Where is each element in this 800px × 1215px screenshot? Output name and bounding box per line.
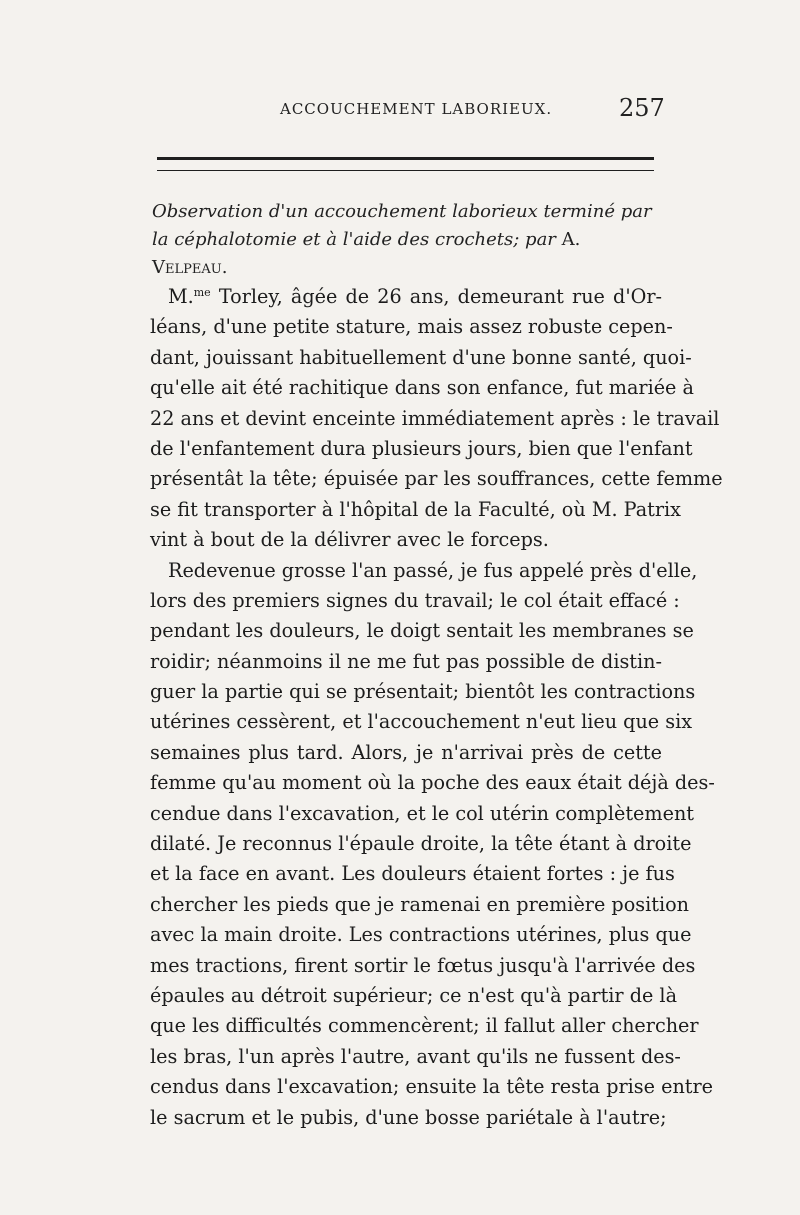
body-line: dant, jouissant habituellement d'une bonne santé, quoi- [150,345,692,369]
body-line: 22 ans et devint enceinte immédiatement après : le travail [150,406,720,430]
article-heading [152,198,658,282]
body-line: guer la partie qui se présentait; bientôt les contractions [150,680,696,704]
body-line: le sacrum et le pubis, d'une bosse pariétale à l'autre; [150,1105,667,1129]
salutation: M. [168,285,194,308]
body-line: pendant les douleurs, le doigt sentait les membranes se [150,619,694,643]
body-line: et la face en avant. Les douleurs étaient fortes : je fus [150,862,675,886]
body-line: les bras, l'un après l'autre, avant qu'ils ne fussent des- [150,1044,681,1068]
body-line: mes tractions, firent sortir le fœtus jusqu'à l'arrivée des [150,953,696,977]
body-line: qu'elle ait été rachitique dans son enfance, fut mariée à [150,376,694,400]
body-line: léans, d'une petite stature, mais assez robuste cepen- [150,315,673,339]
body-line: chercher les pieds que je ramenai en première position [150,892,690,916]
body-line: cendus dans l'excavation; ensuite la tête resta prise entre [150,1075,714,1099]
body-line: présentât la tête; épuisée par les souffrances, cette femme [150,467,723,491]
body-line: semaines plus tard. Alors, je n'arrivai près de cette [150,740,662,764]
body-line [150,282,662,312]
body-line: avec la main droite. Les contractions utérines, plus que [150,923,692,947]
body-line: se fit transporter à l'hôpital de la Faculté, où M. Patrix [150,497,681,521]
header-rule-thin [157,170,654,171]
body-line: lors des premiers signes du travail; le col était effacé : [150,588,680,612]
body-line: femme qu'au moment où la poche des eaux était déjà des- [150,771,715,795]
body-line: de l'enfantement dura plusieurs jours, bien que l'enfant [150,436,693,460]
page-number: 257 [619,94,665,122]
salutation-superscript: me [193,286,211,299]
article-author: A. Velpeau. [152,229,581,278]
header-rule-thick [157,157,654,160]
body-line: Redevenue grosse l'an passé, je fus appelé près d'elle, [168,558,698,582]
running-title: ACCOUCHEMENT LABORIEUX. [280,100,553,118]
body-line: roidir; néanmoins il ne me fut pas possible de distin- [150,649,662,673]
body-line: dilaté. Je reconnus l'épaule droite, la tête étant à droite [150,832,692,856]
article-body [150,282,723,1133]
body-line: vint à bout de la délivrer avec le forceps. [150,528,549,552]
first-line-text: Torley, âgée de 26 ans, demeurant rue d'Or- [210,285,662,308]
body-line: que les difficultés commencèrent; il fallut aller chercher [150,1014,699,1038]
body-line: utérines cessèrent, et l'accouchement n'eut lieu que six [150,710,693,734]
body-line: épaules au détroit supérieur; ce n'est qu'à partir de là [150,983,678,1007]
article-title: Observation d'un accouchement laborieux terminé par la céphalotomie et à l'aide des crochets; par [152,201,652,250]
body-line: cendue dans l'excavation, et le col utérin complètement [150,801,695,825]
